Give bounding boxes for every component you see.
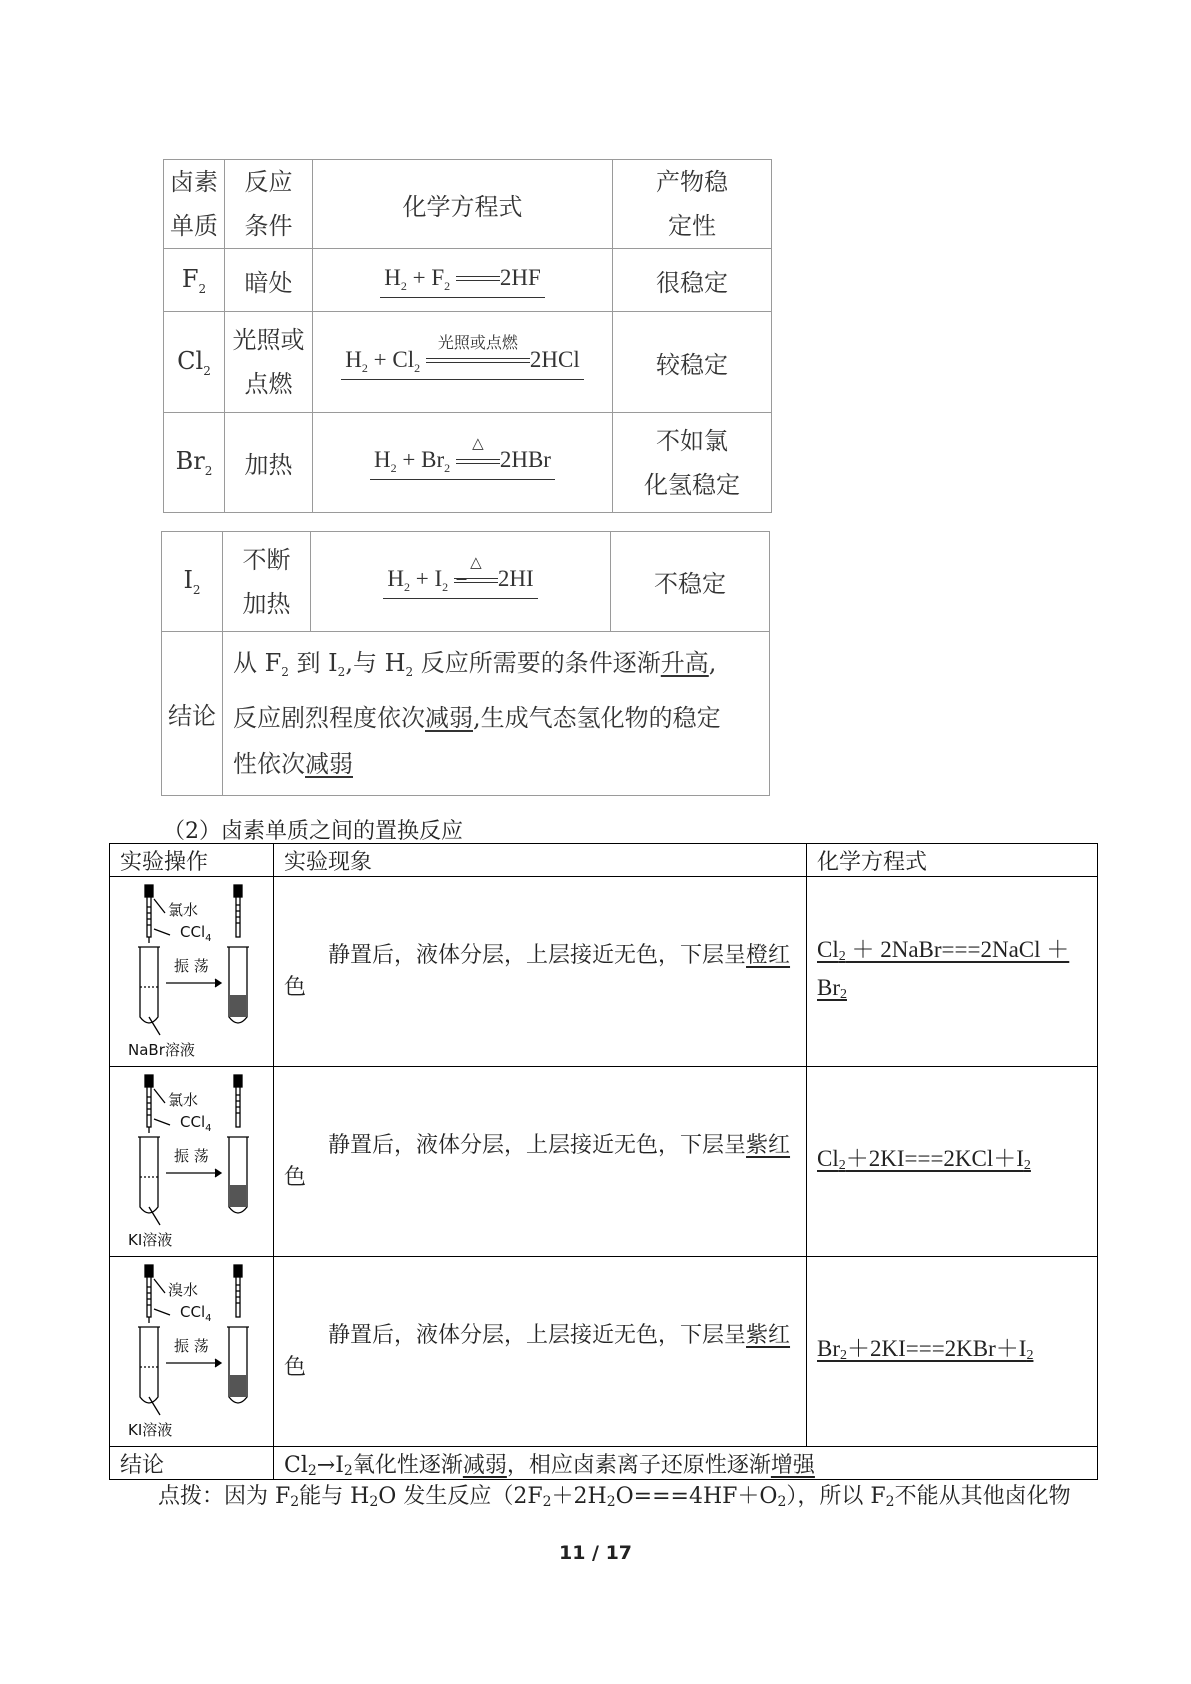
phenomenon-cell: 静置后，液体分层，上层接近无色，下层呈橙红色	[274, 877, 807, 1067]
heat-arrow: △	[456, 450, 500, 474]
phenomenon-cell: 静置后，液体分层，上层接近无色，下层呈紫红色	[274, 1257, 807, 1447]
experiment-figure-cell	[110, 1257, 274, 1447]
table-row	[162, 532, 770, 632]
header-equation: 化学方程式	[807, 844, 1098, 877]
stability-cell: 较稳定	[613, 312, 772, 413]
equation: $H_2 + Br_2$ △ 2HBr	[370, 447, 555, 480]
reagent-label: 氯水	[168, 1091, 199, 1109]
conclusion-text: 从 $F_2$ 到 $I_2$,与 $H_2$ 反应所需要的条件逐渐升高, 反应剧烈程度依次减弱,生成气态氢化物的稳定 性依次减弱	[223, 632, 770, 796]
stability-cell: 不稳定	[611, 532, 770, 632]
phenomenon-cell: 静置后，液体分层，上层接近无色，下层呈紫红色	[274, 1067, 807, 1257]
displacement-reaction-table	[109, 843, 1098, 1480]
header-stability: 产物稳 定性	[613, 160, 772, 249]
header-equation: 化学方程式	[313, 160, 613, 249]
solvent-label: CCl$_4$	[180, 1303, 212, 1324]
equation-cell: $Cl_2+2KI===2KCl+I_2$	[807, 1067, 1098, 1257]
stability-cell: 不如氯 化氢稳定	[613, 413, 772, 513]
table-row	[110, 1257, 1098, 1447]
solvent-label: CCl$_4$	[180, 1113, 212, 1134]
table-header-row	[110, 844, 1098, 877]
condition-cell: 不断 加热	[223, 532, 311, 632]
table-row	[164, 312, 772, 413]
halogen-cell: $Cl_2$	[164, 312, 225, 413]
header-operation: 实验操作	[110, 844, 274, 877]
header-halogen: 卤素 单质	[164, 160, 225, 249]
solvent-label: CCl$_4$	[180, 923, 212, 944]
equation: $H_2 + F_2$ 2HF	[380, 265, 545, 298]
header-phenomenon: 实验现象	[274, 844, 807, 877]
table-row	[110, 877, 1098, 1067]
header-condition: 反应 条件	[225, 160, 313, 249]
conclusion-text: $Cl_2\to I_2$氧化性逐渐减弱，相应卤素离子还原性逐渐增强	[274, 1447, 1098, 1480]
action-label: 振 荡	[174, 957, 209, 975]
condition-cell: 光照或 点燃	[225, 312, 313, 413]
condition-arrow: 光照或点燃	[426, 349, 530, 373]
experiment-apparatus	[110, 1257, 273, 1446]
solution-label: KI溶液	[128, 1421, 173, 1439]
table-header-row	[164, 160, 772, 249]
conclusion-row	[162, 632, 770, 796]
halogen-hydrogen-table-part1	[163, 159, 772, 513]
experiment-apparatus	[110, 877, 273, 1066]
equation-cell	[313, 413, 613, 513]
equation-cell: $Cl_2$ ＋ 2NaBr===2NaCl ＋ $Br_2$	[807, 877, 1098, 1067]
condition-cell: 暗处	[225, 249, 313, 312]
conclusion-label: 结论	[110, 1447, 274, 1480]
halogen-hydrogen-table-part2	[161, 531, 770, 796]
halogen-cell: $I_2$	[162, 532, 223, 632]
equation-cell	[313, 249, 613, 312]
action-label: 振 荡	[174, 1147, 209, 1165]
equals-arrow	[456, 267, 500, 291]
table-row	[164, 413, 772, 513]
page-number: 11 / 17	[558, 1542, 633, 1564]
reagent-label: 溴水	[168, 1281, 199, 1299]
equation-cell	[311, 532, 611, 632]
halogen-cell: $F_2$	[164, 249, 225, 312]
tip-paragraph: 点拨：因为 $F_2$能与 $H_2O$ 发生反应$(2F_2+2H_2O===4HF+O_2)$，所以 $F_2$不能从其他卤化物	[158, 1484, 1071, 1510]
condition-cell: 加热	[225, 413, 313, 513]
action-label: 振 荡	[174, 1337, 209, 1355]
equation: $H_2 + Cl_2$ 光照或点燃 2HCl	[341, 347, 583, 380]
equation-cell	[313, 312, 613, 413]
experiment-figure-cell	[110, 1067, 274, 1257]
solution-label: NaBr溶液	[128, 1041, 195, 1059]
table-row	[110, 1067, 1098, 1257]
equation-cell: $Br_2+2KI===2KBr+I_2$	[807, 1257, 1098, 1447]
conclusion-row	[110, 1447, 1098, 1480]
experiment-figure-cell	[110, 877, 274, 1067]
section-heading: （2）卤素单质之间的置换反应	[163, 819, 463, 844]
table-row	[164, 249, 772, 312]
reversible-heat-arrow: △	[454, 569, 498, 593]
stability-cell: 很稳定	[613, 249, 772, 312]
solution-label: KI溶液	[128, 1231, 173, 1249]
conclusion-label: 结论	[162, 632, 223, 796]
reagent-label: 氯水	[168, 901, 199, 919]
experiment-apparatus	[110, 1067, 273, 1256]
halogen-cell: $Br_2$	[164, 413, 225, 513]
equation: $H_2 + I_2$ △ 2HI	[383, 566, 537, 599]
